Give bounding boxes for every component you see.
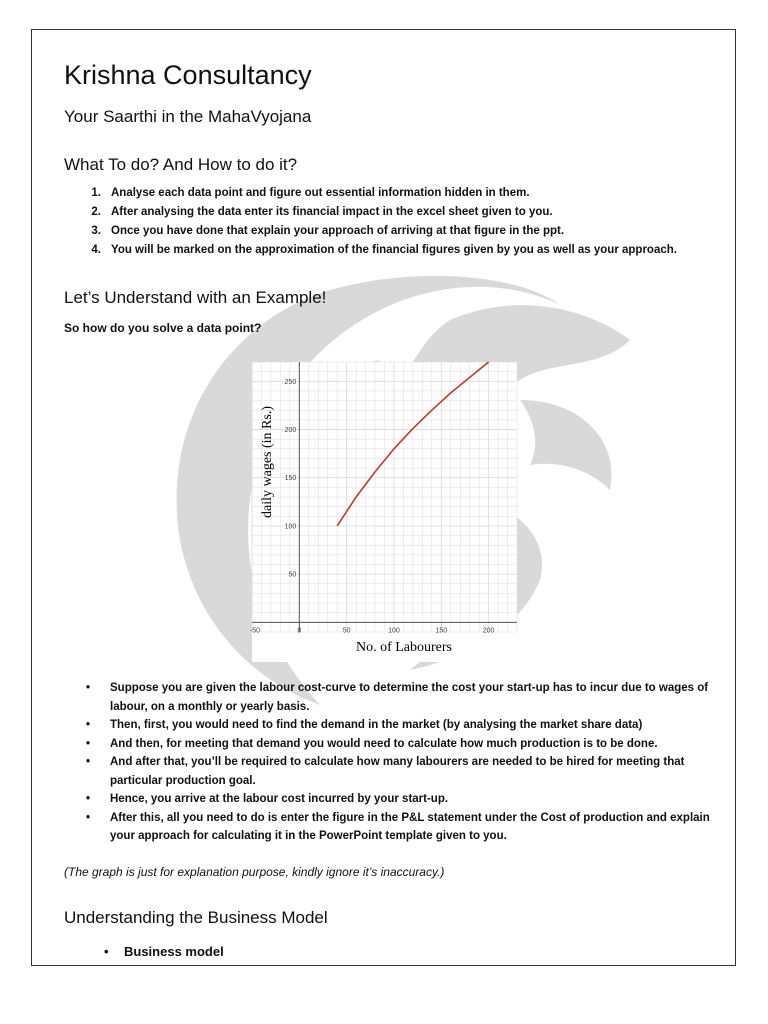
- list-number: 2.: [91, 205, 101, 218]
- list-item-text: Then, first, you would need to find the demand in the market (by analysing the market share data): [110, 719, 643, 731]
- x-tick-label: 50: [342, 627, 351, 635]
- list-item: [86, 809, 716, 846]
- section-heading-example: Let’s Understand with an Example!: [64, 288, 327, 307]
- list-item: [86, 753, 716, 790]
- y-axis-label: daily wages (in Rs.): [260, 406, 275, 518]
- steps-list: [64, 183, 724, 259]
- list-item-text: Once you have done that explain your approach of arriving at that figure in the ppt.: [111, 224, 565, 237]
- x-tick-label: -50: [249, 627, 261, 635]
- bullet-glyph: •: [86, 756, 91, 768]
- list-item-text: And then, for meeting that demand you would need to calculate how much production is to be done.: [110, 737, 658, 750]
- y-tick-label: 200: [284, 427, 297, 434]
- x-tick-label: 200: [482, 627, 495, 635]
- example-bullets: [86, 679, 716, 846]
- y-tick-label: 150: [284, 475, 297, 483]
- x-tick-label: 100: [388, 627, 400, 635]
- y-tick-label: 250: [284, 378, 297, 386]
- list-number: 1.: [91, 186, 101, 199]
- page-subtitle: Your Saarthi in the MahaVyojana: [64, 107, 312, 126]
- bullet-glyph: •: [86, 811, 91, 824]
- list-item: [64, 240, 724, 259]
- page-title: Krishna Consultancy: [64, 60, 312, 90]
- x-tick-label: 150: [435, 627, 448, 635]
- graph-disclaimer: (The graph is just for explanation purpose, kindly ignore it’s inaccuracy.): [64, 865, 445, 879]
- y-tick-label: 50: [288, 571, 297, 579]
- labour-cost-chart: [249, 362, 517, 662]
- list-item: [64, 202, 724, 221]
- bullet-glyph: •: [86, 793, 91, 805]
- bullet-glyph: •: [104, 944, 109, 959]
- list-item: [86, 790, 716, 809]
- list-item: [64, 183, 724, 202]
- list-item: [64, 221, 724, 240]
- list-item-text: Suppose you are given the labour cost-curve to determine the cost your start-up has to incur due to wages of labour, on a monthly or yearly basis.: [110, 682, 709, 713]
- business-model-item: [104, 944, 224, 959]
- list-item-text: Analyse each data point and figure out essential information hidden in them.: [111, 186, 530, 199]
- list-number: 4.: [91, 243, 101, 256]
- list-number: 3.: [91, 224, 101, 237]
- list-item-text: Hence, you arrive at the labour cost incurred by your start-up.: [110, 793, 449, 805]
- bullet-glyph: •: [86, 682, 91, 694]
- list-item: [86, 679, 716, 716]
- bullet-glyph: •: [86, 719, 91, 731]
- list-item: [86, 716, 716, 735]
- section-heading-business-model: Understanding the Business Model: [64, 908, 328, 927]
- list-item: [86, 735, 716, 754]
- section-heading-what-to-do: What To do? And How to do it?: [64, 155, 298, 174]
- x-axis-label: No. of Labourers: [355, 640, 453, 655]
- list-item-text: After analysing the data enter its financial impact in the excel sheet given to you.: [111, 205, 553, 218]
- bullet-glyph: •: [86, 737, 91, 750]
- list-item-text: After this, all you need to do is enter the figure in the P&L statement under the Cost of production and explain your approach for calculating it in the PowerPoint template given to you.: [110, 811, 710, 842]
- list-item-text: Business model: [124, 944, 224, 959]
- list-item-text: You will be marked on the approximation of the financial figures given by you as well as your approach.: [111, 243, 677, 256]
- y-tick-label: 100: [284, 523, 297, 531]
- x-tick-label: 0: [297, 627, 302, 635]
- example-question: So how do you solve a data point?: [64, 321, 262, 335]
- list-item-text: And after that, you’ll be required to calculate how many labourers are needed to be hired for meeting that particular production goal.: [110, 756, 685, 787]
